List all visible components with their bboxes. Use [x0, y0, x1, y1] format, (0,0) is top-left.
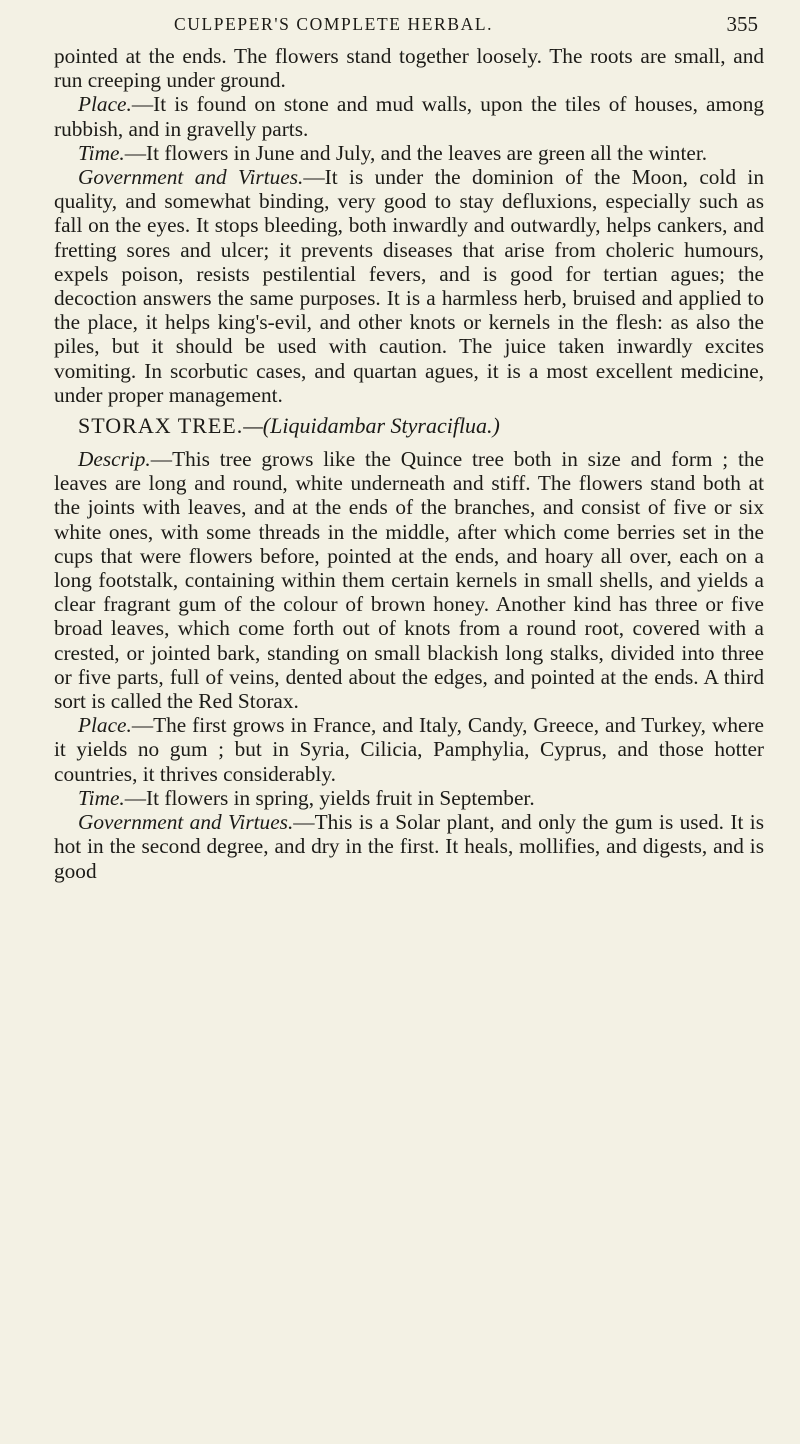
paragraph-description-continued	[54, 44, 764, 92]
paragraph-text: —This tree grows like the Quince tree both in size and form ; the leaves are long and round, white underneath and stiff. The flowers stand both at the joints with leaves, and at the ends of the branches, and consist of five or six white ones, with some threads in the middle, after which come berries set in the cups that were flowers before, pointed at the ends, and hoary all over, each on a long footstalk, containing within them certain kernels in small shells, and yields a clear fragrant gum of the colour of brown honey. Another kind has three or five broad leaves, which come forth out of knots from a round root, covered with a crested, or jointed bark, standing on small blackish long stalks, divided into three or five parts, full of veins, dented about the edges, and pointed at the ends. A third sort is called the Red Storax.	[54, 447, 764, 714]
paragraph-text: —It is found on stone and mud walls, upon the tiles of houses, among rubbish, and in gravelly parts.	[54, 92, 764, 141]
paragraph-text: —It is under the dominion of the Moon, cold in quality, and somewhat binding, very good to stay defluxions, especially such as fall on the eyes. It stops bleeding, both inwardly and outwardly, helps cankers, and fretting sores and ulcer; it prevents diseases that arise from choleric humours, expels poison, resists pestilential fevers, and is good for tertian agues; the decoction answers the same purposes. It is a harmless herb, bruised and applied to the place, it helps king's-evil, and other knots or kernels in the flesh: as also the piles, but it should be used with caution. The juice taken inwardly excites vomiting. In scorbutic cases, and quartan agues, it is a most excellent medicine, under proper management.	[54, 165, 764, 407]
paragraph-time	[54, 786, 764, 810]
running-title: CULPEPER'S COMPLETE HERBAL.	[174, 14, 494, 34]
entry-heading	[78, 413, 764, 439]
paragraph-text: —It flowers in spring, yields fruit in September.	[124, 785, 535, 810]
paragraph-text: —This is a Solar plant, and only the gum is used. It is hot in the second degree, and dry in the first. It heals, mollifies, and digests, and is good	[54, 810, 765, 883]
paragraph-description	[54, 447, 764, 713]
paragraph-government-virtues	[54, 810, 764, 883]
section-label: Time.	[78, 785, 125, 810]
section-label: Time.	[78, 140, 125, 165]
entry-name: STORAX TREE.	[78, 413, 244, 439]
running-head	[54, 8, 764, 34]
section-label: Government and Virtues.	[78, 810, 294, 835]
paragraph-time	[54, 141, 764, 165]
paragraph-government-virtues	[54, 165, 764, 407]
page-number: 355	[726, 12, 758, 36]
paragraph-place	[54, 92, 764, 140]
section-label: Place.	[78, 92, 132, 117]
paragraph-text: —It flowers in June and July, and the leaves are green all the winter.	[124, 140, 708, 165]
section-label: Government and Virtues.	[78, 165, 304, 190]
section-label: Descrip.	[78, 447, 151, 472]
section-label: Place.	[78, 713, 132, 738]
paragraph-text: —The first grows in France, and Italy, Candy, Greece, and Turkey, where it yields no gum ; but in Syria, Cilicia, Pamphylia, Cyprus, and those hotter countries, it thrives considerably.	[54, 713, 764, 786]
main-text	[54, 44, 764, 883]
paragraph-text: pointed at the ends. The flowers stand together loosely. The roots are small, and run creeping under ground.	[54, 44, 764, 93]
paragraph-place	[54, 713, 764, 786]
entry-latin-name: —(Liquidambar Styraciflua.)	[243, 413, 500, 439]
